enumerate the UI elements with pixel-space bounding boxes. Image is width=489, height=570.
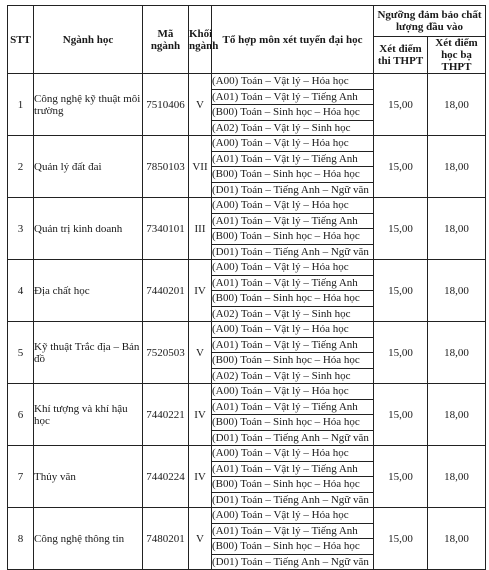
cell-group: IV [189, 446, 212, 508]
cell-combination: (A00) Toán – Vật lý – Hóa học [212, 136, 374, 152]
cell-code: 7340101 [143, 198, 189, 260]
cell-transcript-score: 18,00 [428, 322, 486, 384]
cell-stt: 4 [8, 260, 34, 322]
header-threshold: Ngưỡng đảm bảo chất lượng đầu vào [374, 6, 486, 37]
cell-combination: (A00) Toán – Vật lý – Hóa học [212, 446, 374, 462]
cell-combination: (A00) Toán – Vật lý – Hóa học [212, 260, 374, 276]
cell-combination: (B00) Toán – Sinh học – Hóa học [212, 167, 374, 183]
cell-transcript-score: 18,00 [428, 384, 486, 446]
cell-combination: (B00) Toán – Sinh học – Hóa học [212, 353, 374, 369]
cell-combination: (D01) Toán – Tiếng Anh – Ngữ văn [212, 244, 374, 260]
cell-combination: (D01) Toán – Tiếng Anh – Ngữ văn [212, 492, 374, 508]
table-row [8, 198, 486, 214]
cell-group: V [189, 322, 212, 384]
cell-code: 7440224 [143, 446, 189, 508]
cell-exam-score: 15,00 [374, 384, 428, 446]
header-major: Ngành học [34, 6, 143, 74]
cell-major: Quản trị kinh doanh [34, 198, 143, 260]
cell-stt: 8 [8, 508, 34, 570]
cell-code: 7480201 [143, 508, 189, 570]
table-header [8, 6, 486, 74]
cell-group: V [189, 508, 212, 570]
cell-exam-score: 15,00 [374, 136, 428, 198]
cell-combination: (A01) Toán – Vật lý – Tiếng Anh [212, 399, 374, 415]
table-row [8, 136, 486, 152]
cell-transcript-score: 18,00 [428, 446, 486, 508]
cell-code: 7850103 [143, 136, 189, 198]
cell-combination: (A01) Toán – Vật lý – Tiếng Anh [212, 213, 374, 229]
cell-combination: (A02) Toán – Vật lý – Sinh học [212, 120, 374, 136]
cell-combination: (A01) Toán – Vật lý – Tiếng Anh [212, 89, 374, 105]
cell-combination: (A01) Toán – Vật lý – Tiếng Anh [212, 275, 374, 291]
cell-combination: (B00) Toán – Sinh học – Hóa học [212, 229, 374, 245]
table-row [8, 260, 486, 276]
cell-exam-score: 15,00 [374, 260, 428, 322]
table-row [8, 74, 486, 90]
cell-transcript-score: 18,00 [428, 136, 486, 198]
cell-combination: (D01) Toán – Tiếng Anh – Ngữ văn [212, 182, 374, 198]
cell-stt: 7 [8, 446, 34, 508]
cell-stt: 2 [8, 136, 34, 198]
cell-combination: (A00) Toán – Vật lý – Hóa học [212, 198, 374, 214]
cell-transcript-score: 18,00 [428, 198, 486, 260]
cell-transcript-score: 18,00 [428, 508, 486, 570]
cell-major: Kỹ thuật Trắc địa – Bản đồ [34, 322, 143, 384]
cell-combination: (A00) Toán – Vật lý – Hóa học [212, 384, 374, 400]
cell-major: Địa chất học [34, 260, 143, 322]
cell-stt: 6 [8, 384, 34, 446]
cell-combination: (A00) Toán – Vật lý – Hóa học [212, 322, 374, 338]
cell-combination: (B00) Toán – Sinh học – Hóa học [212, 105, 374, 121]
cell-code: 7510406 [143, 74, 189, 136]
cell-combination: (A01) Toán – Vật lý – Tiếng Anh [212, 523, 374, 539]
header-exam-score: Xét điểm thi THPT [374, 37, 428, 74]
cell-major: Quản lý đất đai [34, 136, 143, 198]
cell-combination: (A02) Toán – Vật lý – Sinh học [212, 368, 374, 384]
cell-combination: (B00) Toán – Sinh học – Hóa học [212, 291, 374, 307]
cell-major: Công nghệ thông tin [34, 508, 143, 570]
cell-group: III [189, 198, 212, 260]
cell-combination: (D01) Toán – Tiếng Anh – Ngữ văn [212, 554, 374, 570]
header-stt: STT [8, 6, 34, 74]
cell-combination: (B00) Toán – Sinh học – Hóa học [212, 539, 374, 555]
header-code: Mã ngành [143, 6, 189, 74]
admissions-table [7, 5, 486, 570]
cell-group: IV [189, 260, 212, 322]
cell-combination: (A01) Toán – Vật lý – Tiếng Anh [212, 461, 374, 477]
cell-stt: 1 [8, 74, 34, 136]
cell-code: 7520503 [143, 322, 189, 384]
cell-code: 7440201 [143, 260, 189, 322]
cell-combination: (B00) Toán – Sinh học – Hóa học [212, 477, 374, 493]
cell-combination: (A01) Toán – Vật lý – Tiếng Anh [212, 337, 374, 353]
cell-combination: (A00) Toán – Vật lý – Hóa học [212, 74, 374, 90]
cell-major: Công nghệ kỹ thuật môi trường [34, 74, 143, 136]
table-row [8, 508, 486, 524]
cell-exam-score: 15,00 [374, 446, 428, 508]
cell-combination: (A02) Toán – Vật lý – Sinh học [212, 306, 374, 322]
cell-combination: (A00) Toán – Vật lý – Hóa học [212, 508, 374, 524]
table-body [8, 74, 486, 570]
table-row [8, 322, 486, 338]
cell-exam-score: 15,00 [374, 198, 428, 260]
cell-transcript-score: 18,00 [428, 260, 486, 322]
cell-group: IV [189, 384, 212, 446]
cell-combination: (B00) Toán – Sinh học – Hóa học [212, 415, 374, 431]
cell-transcript-score: 18,00 [428, 74, 486, 136]
cell-combination: (D01) Toán – Tiếng Anh – Ngữ văn [212, 430, 374, 446]
cell-group: V [189, 74, 212, 136]
cell-code: 7440221 [143, 384, 189, 446]
cell-group: VII [189, 136, 212, 198]
table-row [8, 384, 486, 400]
cell-exam-score: 15,00 [374, 322, 428, 384]
cell-stt: 3 [8, 198, 34, 260]
cell-major: Thủy văn [34, 446, 143, 508]
cell-exam-score: 15,00 [374, 508, 428, 570]
cell-stt: 5 [8, 322, 34, 384]
cell-exam-score: 15,00 [374, 74, 428, 136]
header-group: Khối ngành [189, 6, 212, 74]
cell-combination: (A01) Toán – Vật lý – Tiếng Anh [212, 151, 374, 167]
cell-major: Khí tượng và khí hậu học [34, 384, 143, 446]
header-combinations: Tổ hợp môn xét tuyển đại học [212, 6, 374, 74]
table-row [8, 446, 486, 462]
header-transcript-score: Xét điểm học bạ THPT [428, 37, 486, 74]
